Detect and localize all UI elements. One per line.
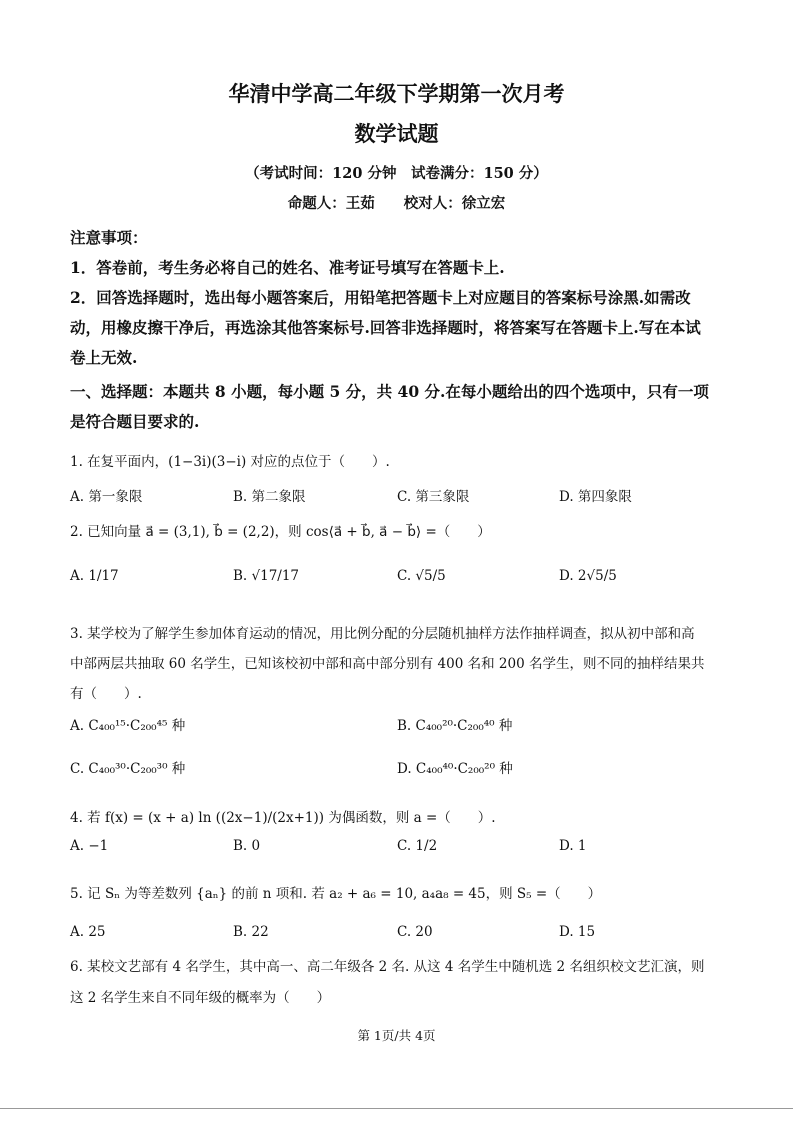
q4-option-d: D. 1 (559, 838, 587, 854)
q3-option-c: C. C₄₀₀³⁰·C₂₀₀³⁰ 种 (70, 761, 186, 777)
q1-option-b: B. 第二象限 (233, 489, 306, 505)
question-2: 2. 已知向量 a⃗ = (3,1), b⃗ = (2,2)，则 cos⟨a⃗ + b⃗, a⃗ − b⃗⟩ =（ ） (70, 524, 491, 540)
question-4: 4. 若 f(x) = (x + a) ln ((2x−1)/(2x+1)) 为偶函数，则 a =（ ）. (70, 810, 496, 826)
q4-option-b: B. 0 (233, 838, 261, 854)
q5-option-a: A. 25 (70, 924, 106, 940)
notes-heading: 注意事项： (70, 228, 148, 247)
q5-option-b: B. 22 (233, 924, 269, 940)
q2-option-b: B. √17/17 (233, 568, 300, 584)
exam-authors: 命题人：王茹 校对人：徐立宏 (287, 195, 506, 212)
section-heading: 一、选择题：本题共 8 小题，每小题 5 分，共 40 分.在每小题给出的四个选项中，只有一项 (70, 382, 709, 401)
q3-option-d: D. C₄₀₀⁴⁰·C₂₀₀²⁰ 种 (397, 761, 513, 777)
q3-option-b: B. C₄₀₀²⁰·C₂₀₀⁴⁰ 种 (397, 718, 513, 734)
question-6-cont: 这 2 名学生来自不同年级的概率为（ ） (70, 990, 331, 1006)
exam-title: 华清中学高二年级下学期第一次月考 (228, 81, 565, 106)
exam-subtitle: 数学试题 (354, 121, 439, 146)
q1-option-a: A. 第一象限 (70, 489, 143, 505)
note-1: 1．答卷前，考生务必将自己的姓名、准考证号填写在答题卡上. (70, 258, 505, 277)
q2-option-d: D. 2√5/5 (559, 568, 617, 584)
question-6: 6. 某校文艺部有 4 名学生，其中高一、高二年级各 2 名. 从这 4 名学生中随机选 2 名组织校文艺汇演，则 (70, 959, 705, 975)
question-3: 3. 某学校为了解学生参加体育运动的情况，用比例分配的分层随机抽样方法作抽样调查，拟从初中部和高 (70, 626, 695, 642)
section-heading-cont: 是符合题目要求的. (70, 412, 200, 431)
note-2-cont: 动，用橡皮擦干净后，再选涂其他答案标号.回答非选择题时，将答案写在答题卡上.写在本试 (70, 318, 701, 337)
q2-option-c: C. √5/5 (397, 568, 446, 584)
q1-option-d: D. 第四象限 (559, 489, 632, 505)
page-footer: 第 1页/共 4页 (357, 1028, 436, 1043)
q3-option-a: A. C₄₀₀¹⁵·C₂₀₀⁴⁵ 种 (70, 718, 186, 734)
note-2-end: 卷上无效. (70, 348, 138, 367)
page-divider (0, 1108, 793, 1109)
q2-option-a: A. 1/17 (70, 568, 119, 584)
q5-option-d: D. 15 (559, 924, 596, 940)
question-1: 1. 在复平面内，(1−3i)(3−i) 对应的点位于（ ）. (70, 454, 390, 470)
exam-info: （考试时间：120 分钟 试卷满分：150 分） (245, 165, 548, 182)
q1-option-c: C. 第三象限 (397, 489, 470, 505)
note-2: 2．回答选择题时，选出每小题答案后，用铅笔把答题卡上对应题目的答案标号涂黑.如需改 (70, 288, 691, 307)
q4-option-a: A. −1 (70, 838, 109, 854)
question-3-end: 有（ ）. (70, 686, 142, 702)
q4-option-c: C. 1/2 (397, 838, 438, 854)
question-3-cont: 中部两层共抽取 60 名学生，已知该校初中部和高中部分别有 400 名和 200 名学生，则不同的抽样结果共 (70, 656, 705, 672)
question-5: 5. 记 Sₙ 为等差数列 {aₙ} 的前 n 项和. 若 a₂ + a₆ = 10, a₄a₈ = 45，则 S₅ =（ ） (70, 886, 602, 902)
q5-option-c: C. 20 (397, 924, 433, 940)
